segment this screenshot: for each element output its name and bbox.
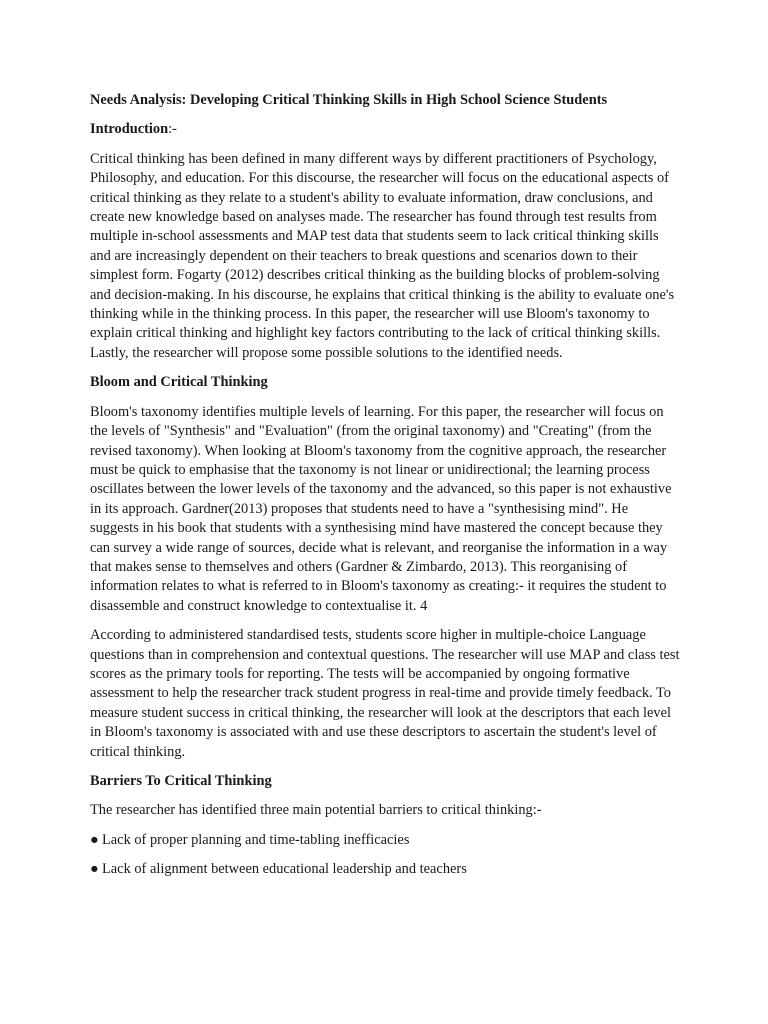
introduction-heading	[90, 120, 680, 139]
barriers-heading: Barriers To Critical Thinking	[90, 773, 272, 789]
introduction-heading-text: Introduction	[90, 121, 169, 138]
introduction-heading-suffix: :-	[168, 121, 177, 138]
barriers-intro: The researcher has identified three main potential barriers to critical thinking:-	[90, 802, 542, 819]
document-title: Needs Analysis: Developing Critical Thinking Skills in High School Science Students	[90, 92, 608, 108]
bloom-heading: Bloom and Critical Thinking	[90, 374, 268, 391]
barrier-item-text: Lack of alignment between educational leadership and teachers	[102, 861, 467, 878]
bullet-icon: ●	[90, 831, 99, 848]
barrier-item-text: Lack of proper planning and time-tabling inefficacies	[102, 831, 410, 848]
barrier-list-item	[90, 860, 680, 879]
bloom-paragraph-2: According to administered standardised tests, students score higher in multiple-choice Language questions than in comprehension and contextual questions. The researcher will use MAP and class test scores as the primary tools for reporting. The tests will be accompanied by ongoing formative assessment to help the researcher track student progress in real-time and provide timely feedback. To measure student success in critical thinking, the researcher will look at the descriptors that each level in Bloom's taxonomy is associated with and use these descriptors to ascertain the student's level of critical thinking.	[90, 627, 680, 760]
bullet-icon: ●	[90, 861, 99, 878]
bloom-paragraph-1: Bloom's taxonomy identifies multiple levels of learning. For this paper, the researcher will focus on the levels of "Synthesis" and "Evaluation" (from the original taxonomy) and "Creating" (from the revised taxonomy). When looking at Bloom's taxonomy from the cognitive approach, the researcher must be quick to emphasise that the taxonomy is not linear or unidirectional; the learning process oscillates between the lower levels of the taxonomy and the advanced, so this paper is not exhaustive in its approach. Gardner(2013) proposes that students need to have a "synthesising mind". He suggests in his book that students with a synthesising mind have mastered the concept because they can survey a wide range of sources, decide what is relevant, and reorganise the information in a way that makes sense to themselves and others (Gardner & Zimbardo, 2013). This reorganising of information relates to what is referred to in Bloom's taxonomy as creating:- it requires the student to disassemble and construct knowledge to contextualise it. 4	[90, 403, 672, 614]
introduction-paragraph: Critical thinking has been defined in many different ways by different practitioners of Psychology, Philosophy, and education. For this discourse, the researcher will focus on the educational aspects of critical thinking as they relate to a student's ability to evaluate information, draw conclusions, and create new knowledge based on analyses made. The researcher has found through test results from multiple in-school assessments and MAP test data that students seem to lack critical thinking skills and are increasingly dependent on their teachers to break questions and scenarios down to their simplest form. Fogarty (2012) describes critical thinking as the building blocks of problem-solving and decision-making. In his discourse, he explains that critical thinking is the ability to evaluate one's thinking while in the thinking process. In this paper, the researcher will use Bloom's taxonomy to explain critical thinking and highlight key factors contributing to the lack of critical thinking skills. Lastly, the researcher will propose some possible solutions to the identified needs.	[90, 150, 675, 361]
barrier-list-item	[90, 831, 680, 850]
document-page	[90, 91, 680, 890]
